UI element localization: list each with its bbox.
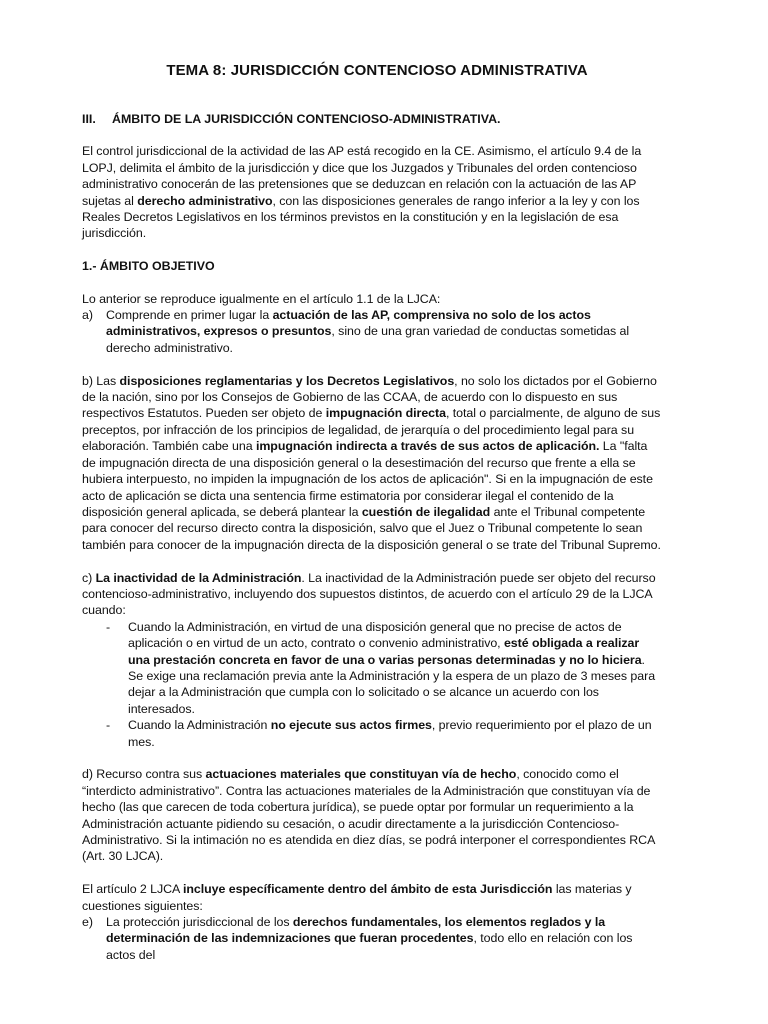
text-run: c) <box>82 570 96 585</box>
bold-run: actuación de las AP, comprensiva no solo de los actos administrativos, expresos o presuntos <box>106 308 591 339</box>
text-run: El control jurisdiccional de la actividad de las AP está recogido en la CE. Asimismo, el artículo 9.4 de la LOPJ, delimita el ámbito de la jurisdicción y dice que los Juzgados y Tribunales del orden contencioso administrativo conocerán de las pretensiones que se deduzcan en relación con la actuación de las AP sujetas al <box>82 144 642 208</box>
paragraph-b <box>82 373 662 553</box>
text-run: La "falta de impugnación directa de una disposición general o la desestimación del recurso que frente a ella se hubiera interpuesto, no impiden la impugnación de los actos de aplicación". Si en la impugnación de este acto de aplicación se dicta una sentencia firme estimatoria por considerar ilegal el contenido de la disposición general aplicada, se deberá plantear la <box>82 439 653 519</box>
document-body-2 <box>82 291 662 964</box>
paragraph-lead: Lo anterior se reproduce igualmente en el artículo 1.1 de la LJCA: <box>82 291 441 306</box>
paragraph-art2 <box>82 881 662 914</box>
list-marker: e) <box>82 915 93 930</box>
text-run: La protección jurisdiccional de los <box>106 915 293 930</box>
text-run: , con las disposiciones generales de rango inferior a la ley y con los Reales Decretos Legislativos en los términos previstos en la constitución y en la legislación de esa jurisdicción. <box>82 193 640 241</box>
bold-run: esté obligada a realizar una prestación concreta en favor de una o varias personas determinadas y no lo hiciera <box>128 636 642 667</box>
text-run: El artículo 2 LJCA <box>82 882 183 897</box>
document-title: TEMA 8: JURISDICCIÓN CONTENCIOSO ADMINISTRATIVA <box>166 62 588 79</box>
dash-list-item <box>82 619 662 717</box>
text-run: Comprende en primer lugar la <box>106 308 273 323</box>
bold-run: disposiciones reglamentarias y los Decretos Legislativos <box>119 373 455 388</box>
text-run: , conocido como el “interdicto administrativo”. Contra las actuaciones materiales de la Administración que constituyan vía de hecho (las que carecen de toda cobertura jurídica), se puede optar por formular un requerimiento a la Administración actuante pidiendo su cesación, o acudir directamente a la jurisdicción Contencioso-Administrativo. Si la intimación no es atendida en diez días, se podrá interponer el correspondientes RCA (Art. 30 LJCA). <box>82 767 655 864</box>
bold-run: actuaciones materiales que constituyan vía de hecho <box>205 767 517 782</box>
list-marker: - <box>106 718 111 733</box>
section-heading-text: ÁMBITO DE LA JURISDICCIÓN CONTENCIOSO-ADMINISTRATIVA. <box>112 112 501 126</box>
text-run: b) Las <box>82 373 120 388</box>
text-run: , todo ello en relación con los actos del <box>106 931 633 962</box>
paragraph-intro <box>82 143 662 241</box>
text-run: . Se exige una reclamación previa ante la Administración y la espera de un plazo de 3 meses para dejar a la Administración que cumpla con lo solicitado o se alcance un acuerdo con los interesados. <box>128 652 656 716</box>
dash-list-item <box>82 717 662 750</box>
section-number: III. <box>82 112 96 126</box>
bold-run: impugnación indirecta a través de sus actos de aplicación. <box>255 439 600 454</box>
section-heading-iii <box>82 111 662 127</box>
section-heading-ambito-objetivo: 1.- ÁMBITO OBJETIVO <box>82 259 215 274</box>
text-run: Cuando la Administración <box>128 718 271 733</box>
bold-run: cuestión de ilegalidad <box>361 504 491 519</box>
bold-run: La inactividad de la Administración <box>95 570 302 585</box>
bold-run: derechos fundamentales, los elementos reglados y la determinación de las indemnizaciones que fueran procedentes <box>106 915 606 946</box>
text-run: . La inactividad de la Administración puede ser objeto del recurso contencioso-administrativo, incluyendo dos supuestos distintos, de acuerdo con el artículo 29 de la LJCA cuando: <box>82 570 656 618</box>
list-marker: - <box>106 619 111 634</box>
list-marker: a) <box>82 308 93 323</box>
dash-list <box>82 619 662 750</box>
text-run: Cuando la Administración, en virtud de una disposición general que no precise de actos de aplicación o en virtud de un acto, contrato o convenio administrativo, <box>128 619 622 651</box>
text-run: , no solo los dictados por el Gobierno de la nación, sino por los Consejos de Gobierno de las CCAA, de acuerdo con lo dispuesto en sus respectivos Estatutos. Pueden ser objeto de <box>82 373 657 421</box>
text-run: ante el Tribunal competente para conocer del recurso directo contra la disposición, salvo que el Juez o Tribunal competente lo sean también para conocer de la impugnación directa de la disposición general o se trate del Tribunal Supremo. <box>82 504 661 552</box>
text-run: , previo requerimiento por el plazo de un mes. <box>128 718 652 749</box>
text-run: , total o parcialmente, de alguno de sus preceptos, por infracción de los principios de legalidad, de jerarquía o del procedimiento legal para su elaboración. También cabe una <box>82 406 661 454</box>
text-run: las materias y cuestiones siguientes: <box>82 882 632 913</box>
text-run: , sino de una gran variedad de conductas sometidas al derecho administrativo. <box>106 324 630 355</box>
paragraph-c <box>82 570 662 619</box>
bold-run: no ejecute sus actos firmes <box>270 718 432 733</box>
list-item-a <box>82 307 662 356</box>
bold-run: incluye específicamente dentro del ámbito de esta Jurisdicción <box>182 882 553 897</box>
paragraph-d <box>82 766 662 864</box>
text-run: d) Recurso contra sus <box>82 767 206 782</box>
bold-run: impugnación directa <box>325 406 446 421</box>
bold-run: derecho administrativo <box>137 193 273 208</box>
list-item-e <box>82 914 662 963</box>
document-body <box>82 143 662 241</box>
